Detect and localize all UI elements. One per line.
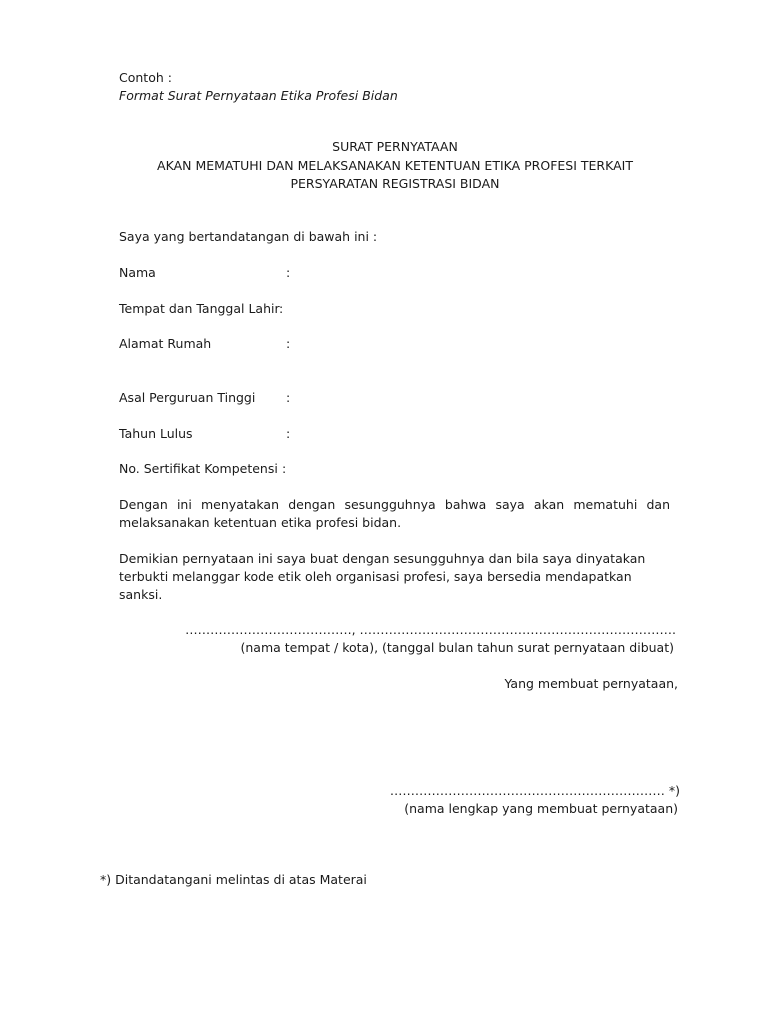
letter-subtitle-line-2: PERSYARATAN REGISTRASI BIDAN	[290, 176, 500, 191]
place-date-dots: …………………………………., ………………………………………………………………….	[185, 622, 676, 637]
field-label-alamat-rumah: Alamat Rumah	[119, 336, 212, 351]
field-label-tempat-tanggal-lahir: Tempat dan Tanggal Lahir	[119, 301, 280, 316]
field-colon: :	[282, 461, 287, 476]
intro-text: Saya yang bertandatangan di bawah ini :	[119, 229, 378, 244]
signature-name-dots: ………………………………………………………… *)	[389, 783, 680, 798]
field-label-asal-perguruan-tinggi: Asal Perguruan Tinggi	[119, 390, 256, 405]
field-colon: :	[286, 390, 291, 405]
statement-paragraph: Dengan ini menyatakan dengan sesungguhnya bahwa saya akan mematuhi dan melaksanakan ketentuan etika profesi bidan.	[119, 497, 670, 530]
letter-title: SURAT PERNYATAAN	[332, 139, 458, 154]
footnote: *) Ditandatangani melintas di atas Materai	[100, 872, 367, 887]
field-label-no-sertifikat: No. Sertifikat Kompetensi	[119, 461, 278, 476]
example-label: Contoh :	[119, 70, 172, 85]
field-colon: :	[286, 426, 291, 441]
closing-paragraph: Demikian pernyataan ini saya buat dengan sesungguhnya dan bila saya dinyatakan terbukti melanggar kode etik oleh organisasi profesi, saya bersedia mendapatkan sanksi.	[119, 551, 646, 602]
field-label-tahun-lulus: Tahun Lulus	[119, 426, 193, 441]
signature-name-hint: (nama lengkap yang membuat pernyataan)	[404, 801, 678, 816]
field-label-nama: Nama	[119, 265, 156, 280]
letter-subtitle-line-1: AKAN MEMATUHI DAN MELAKSANAKAN KETENTUAN ETIKA PROFESI TERKAIT	[157, 158, 633, 173]
format-title: Format Surat Pernyataan Etika Profesi Bidan	[119, 88, 398, 103]
maker-label: Yang membuat pernyataan,	[504, 676, 678, 691]
field-colon: :	[286, 336, 291, 351]
field-colon: :	[279, 301, 284, 316]
field-colon: :	[286, 265, 291, 280]
place-date-hint: (nama tempat / kota), (tanggal bulan tahun surat pernyataan dibuat)	[240, 640, 674, 655]
